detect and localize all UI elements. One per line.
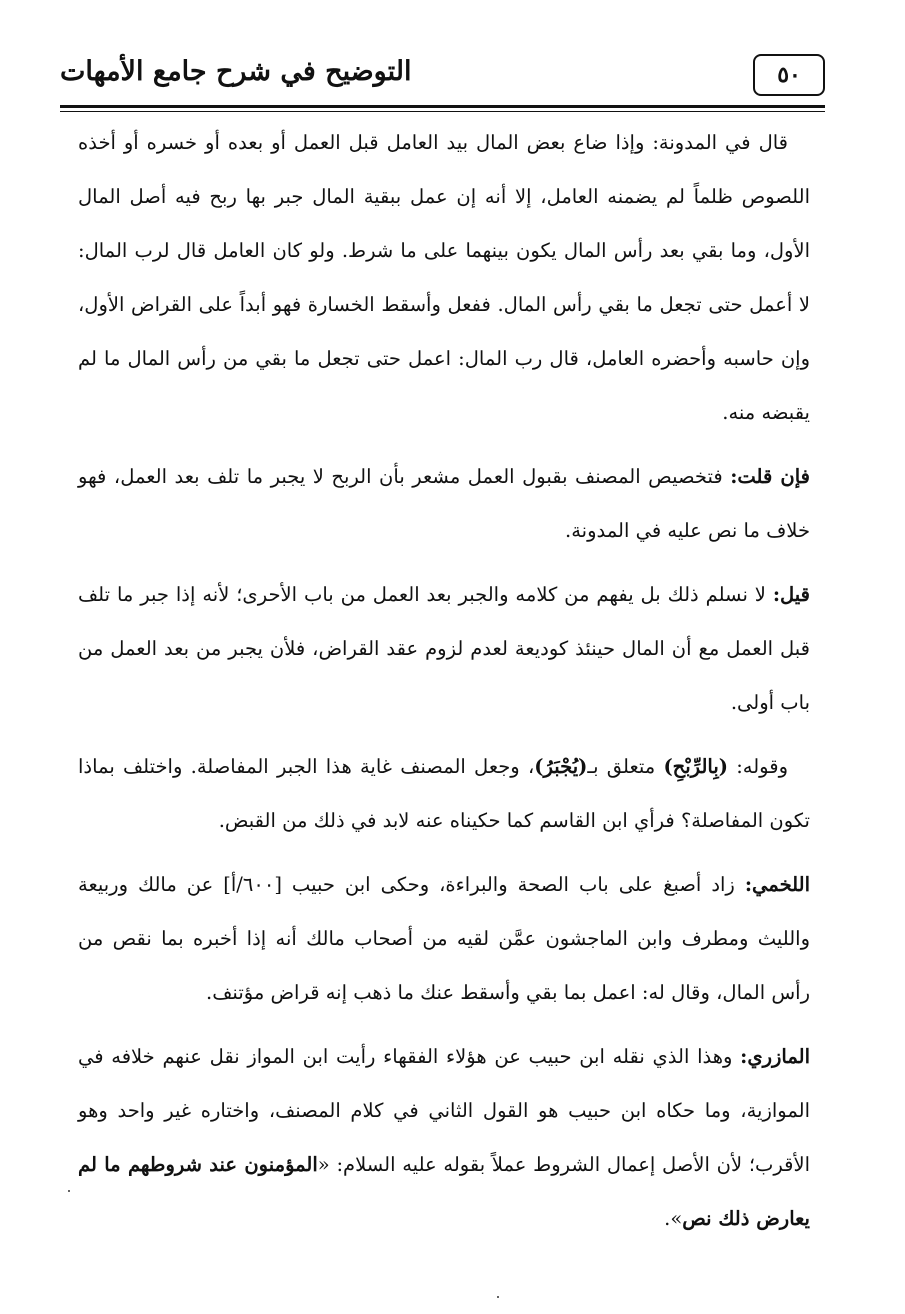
paragraph-reply — [78, 568, 810, 730]
paragraph-text-after: ». — [664, 1207, 683, 1230]
paragraph-text: فتخصيص المصنف بقبول العمل مشعر بأن الربح لا يجبر ما تلف بعد العمل، فهو خلاف ما نص عليه في المدونة. — [78, 465, 810, 542]
paragraph-lead: اللخمي: — [744, 873, 810, 896]
paragraph-mazari — [78, 1030, 810, 1246]
paragraph-text-after: ، وجعل المصنف غاية هذا الجبر المفاصلة. واختلف بماذا تكون المفاصلة؟ فرأي ابن القاسم كما حكيناه عنه لابد في ذلك من القبض. — [78, 755, 810, 832]
quoted-term-ribh: (بِالرِّبْحِ) — [663, 755, 728, 778]
page-number-box — [753, 54, 825, 96]
paragraph-text: لا نسلم ذلك بل يفهم من كلامه والجبر بعد العمل من باب الأحرى؛ لأنه إذا جبر ما تلف قبل العمل مع أن المال حينئذ كوديعة لعدم لزوم عقد القراض، فلأن يجبر من بعد العمل من باب أولى. — [78, 583, 810, 714]
paragraph-text: قال في المدونة: وإذا ضاع بعض المال بيد العامل قبل العمل أو بعده أو خسره أو أخذه اللصوص ظلماً لم يضمنه العامل، إلا أنه إن عمل ببقية المال جبر بها ربح فيه أصل المال الأول، وما بقي بعد رأس المال يكون بينهما على ما شرط. ولو كان العامل قال لرب المال: لا أعمل حتى تجعل ما بقي رأس المال. ففعل وأسقط الخسارة فهو أبداً على القراض الأول، وإن حاسبه وأحضره العامل، قال رب المال: اعمل حتى تجعل ما بقي من رأس المال ما لم يقبضه منه. — [78, 131, 810, 424]
header-rule — [60, 105, 825, 108]
scan-speck — [68, 1190, 70, 1192]
quoted-term-yujbar: (يُجْبَرُ) — [534, 755, 588, 778]
page-title: التوضيح في شرح جامع الأمهات — [60, 56, 412, 87]
paragraph-lakhmi — [78, 858, 810, 1020]
paragraph-lead: قيل: — [772, 583, 810, 606]
paragraph-text: زاد أصبغ على باب الصحة والبراءة، وحكى ابن حبيب [٦٠٠/أ] عن مالك وربيعة والليث ومطرف وابن الماجشون عمَّن لقيه من أصحاب مالك أنه إذا أخبره بما نقص من رأس المال، وقال له: اعمل بما بقي وأسقط عنك ما ذهب إنه قراض مؤتنف. — [78, 873, 810, 1004]
page-header — [60, 40, 825, 108]
paragraph-mudawwana — [78, 116, 810, 440]
paragraph-text-before: وقوله: — [727, 755, 788, 778]
paragraph-qawluhu — [78, 740, 810, 848]
paragraph-text-mid: متعلق بـ — [587, 755, 664, 778]
hadith-quote: المؤمنون عند شروطهم ما لم يعارض ذلك نص — [78, 1153, 810, 1230]
paragraph-text-before: وهذا الذي نقله ابن حبيب عن هؤلاء الفقهاء رأيت ابن المواز نقل عنهم خلافه في الموازية، وما حكاه ابن حبيب هو القول الثاني في كلام المصنف، واختاره غير واحد وهو الأقرب؛ لأن الأصل إعمال الشروط عملاً بقوله عليه السلام: « — [78, 1045, 810, 1176]
scan-speck — [497, 1296, 499, 1298]
page-number: ٥٠ — [777, 62, 801, 88]
paragraph-lead: فإن قلت: — [730, 465, 811, 488]
page-body — [78, 116, 810, 1256]
paragraph-lead: المازري: — [740, 1045, 810, 1068]
paragraph-objection — [78, 450, 810, 558]
